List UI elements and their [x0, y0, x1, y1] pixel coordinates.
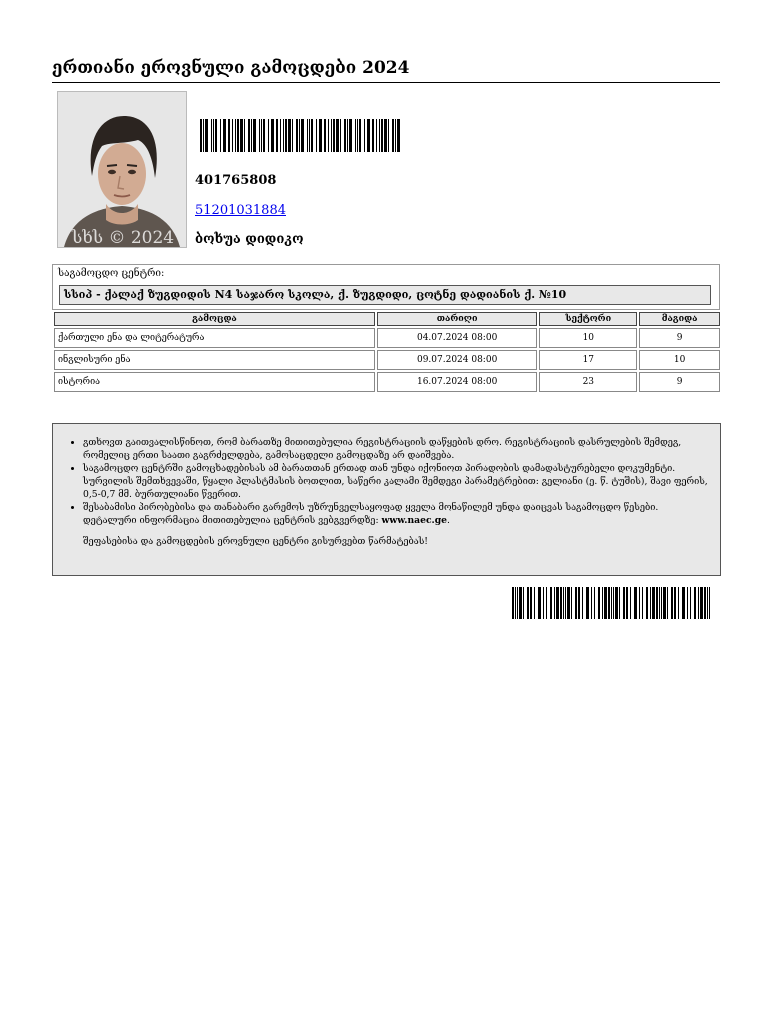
instruction-item: • საგამოცდო ცენტრში გამოცხადებისას ამ ბარათთან ერთად თან უნდა იქონიოთ პირადობის დამადასტურებელი დოკუმენტი. სურვილის შემთხვევაში, წყალი პლასტმასის ბოთლით, საწერი კალამი შემდეგი პარამეტრებით: გელიანი (ე. წ. ტუშის), შავი ფერის, 0,5-0,7 მმ. ბურთულიანი წვერით. — [83, 462, 712, 501]
exam-schedule-table — [52, 310, 722, 394]
table-header-row — [54, 312, 720, 326]
exam-sector: 17 — [539, 350, 637, 370]
barcode-bottom — [512, 587, 712, 623]
instructions-list — [53, 436, 712, 527]
exam-subject: ისტორია — [54, 372, 375, 392]
exam-center-box — [52, 264, 720, 310]
exam-center-label: საგამოცდო ცენტრი: — [58, 268, 165, 279]
instructions-box — [52, 423, 721, 576]
photo-watermark: სხს © 2024 — [72, 228, 175, 248]
candidate-photo — [57, 91, 187, 248]
column-header-exam: გამოცდა — [54, 312, 375, 326]
exam-subject: ქართული ენა და ლიტერატურა — [54, 328, 375, 348]
barcode-graphic — [512, 587, 712, 619]
column-header-date: თარიღი — [377, 312, 538, 326]
exam-date: 09.07.2024 08:00 — [377, 350, 538, 370]
table-row — [54, 372, 720, 392]
candidate-id-number: 401765808 — [195, 173, 277, 188]
column-header-table: მაგიდა — [639, 312, 720, 326]
instruction-item — [83, 501, 712, 527]
table-row — [54, 328, 720, 348]
website-text: www.naec.ge — [381, 515, 448, 526]
barcode-top — [200, 119, 400, 156]
column-header-sector: სექტორი — [539, 312, 637, 326]
instruction-text-end: . — [447, 515, 450, 526]
candidate-name: ბოხუა დიდიკო — [195, 232, 304, 247]
exam-sector: 10 — [539, 328, 637, 348]
instruction-item: • გთხოვთ გაითვალისწინოთ, რომ ბარათზე მითითებულია რეგისტრაციის დაწყების დრო. რეგისტრაციის დასრულების შემდეგ, რომელიც ერთი საათი გაგრძელდება, გამოსაცდელი გამოცდაზე არ დაიშვება. — [83, 436, 712, 462]
page-title: ერთიანი ეროვნული გამოცდები 2024 — [52, 56, 720, 83]
exam-center-value: სსიპ - ქალაქ ზუგდიდის N4 საჯარო სკოლა, ქ. ზუგდიდი, ცოტნე დადიანის ქ. №10 — [59, 285, 711, 305]
barcode-graphic — [200, 119, 400, 152]
personal-number-link[interactable]: 51201031884 — [195, 203, 286, 218]
instruction-text: შესაბამისი პირობებისა და თანაბარი გარემოს უზრუნველსაყოფად ყველა მონაწილემ უნდა დაიცვას საგამოცდო წესები. დეტალური ინფორმაცია მითითებულია ცენტრის ვებგვერდზე: — [83, 502, 659, 526]
exam-table-number: 10 — [639, 350, 720, 370]
closing-text: შეფასებისა და გამოცდების ეროვნული ცენტრი გისურვებთ წარმატებას! — [83, 536, 428, 547]
exam-table-number: 9 — [639, 372, 720, 392]
exam-table-number: 9 — [639, 328, 720, 348]
exam-subject: ინგლისური ენა — [54, 350, 375, 370]
exam-date: 04.07.2024 08:00 — [377, 328, 538, 348]
exam-sector: 23 — [539, 372, 637, 392]
exam-date: 16.07.2024 08:00 — [377, 372, 538, 392]
portrait-image — [58, 92, 186, 247]
table-row — [54, 350, 720, 370]
